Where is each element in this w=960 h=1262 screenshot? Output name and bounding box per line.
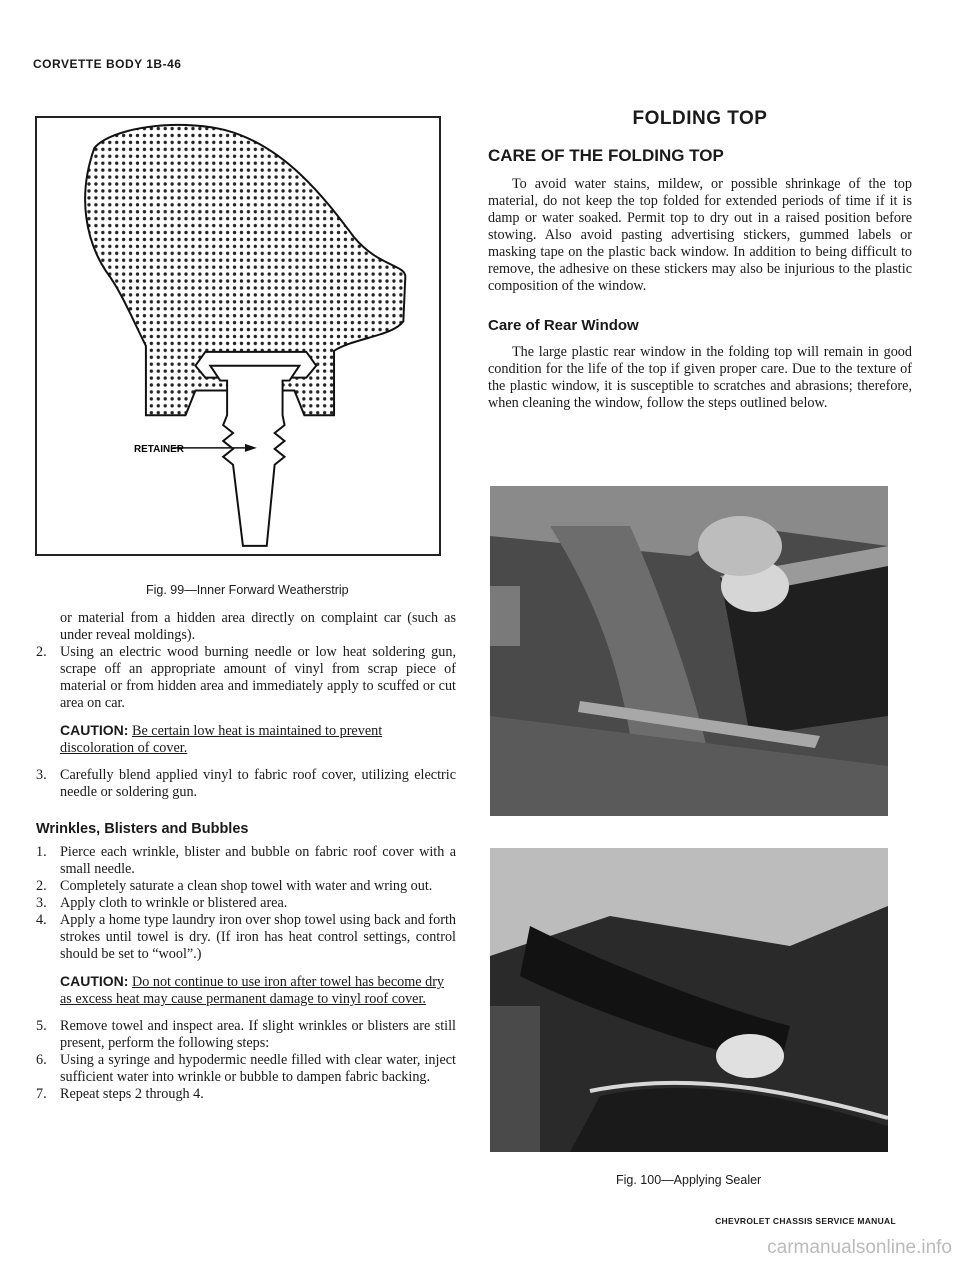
list-text: Apply a home type laundry iron over shop towel using back and forth strokes until towel is dry. (If iron has heat control settings, control should be set to “wool”.): [60, 912, 456, 962]
list-item: [36, 1086, 456, 1103]
list-number: 4.: [36, 912, 47, 928]
intro-paragraph: or material from a hidden area directly on complaint car (such as under reveal moldings).: [60, 610, 456, 643]
rear-window-paragraph: The large plastic rear window in the folding top will remain in good condition for the life of the top if given proper care. Due to the texture of the plastic window, it is susceptible to scratches and abrasions; therefore, when cleaning the window, follow the steps outlined below.: [488, 344, 912, 411]
list-text: Using an electric wood burning needle or low heat soldering gun, scrape off an appropriate amount of vinyl from scrap piece of material or from hidden area and immediately apply to scuffed or cut area on car.: [60, 644, 456, 711]
caution-note: [36, 722, 456, 757]
list-text: Apply cloth to wrinkle or blistered area.: [60, 895, 288, 911]
upper-photo: [490, 486, 888, 816]
left-column: [36, 610, 456, 1103]
list-number: 2.: [36, 878, 47, 894]
section-subtitle: CARE OF THE FOLDING TOP: [488, 146, 724, 165]
list-number: 6.: [36, 1052, 47, 1068]
retainer-clip: [210, 366, 299, 546]
figure-100-caption: Fig. 100—Applying Sealer: [616, 1173, 762, 1187]
caution-text: Be certain low heat is maintained to prevent discoloration of cover.: [60, 723, 383, 756]
list-text: Remove towel and inspect area. If slight wrinkles or blisters are still present, perform the following steps:: [60, 1018, 456, 1051]
caution-text: Do not continue to use iron after towel has become dry as excess heat may cause permanent damage to vinyl roof cover.: [60, 974, 445, 1007]
list-number: 3.: [36, 767, 47, 783]
section-heading: Wrinkles, Blisters and Bubbles: [36, 821, 249, 837]
figure-100-photo: [490, 486, 888, 1152]
page-footer: CHEVROLET CHASSIS SERVICE MANUAL: [715, 1216, 896, 1226]
list-text: Using a syringe and hypodermic needle filled with clear water, inject sufficient water into wrinkle or bubble to dampen fabric backing.: [60, 1052, 456, 1085]
list-item: [36, 912, 456, 963]
list-number: 5.: [36, 1018, 47, 1034]
figure-99-weatherstrip-diagram: [35, 116, 441, 556]
list-item: [36, 1018, 456, 1052]
right-column: [488, 110, 912, 412]
subsection-heading: Care of Rear Window: [488, 317, 639, 334]
list-item: [36, 878, 456, 895]
page-header: CORVETTE BODY 1B-46: [33, 57, 182, 71]
list-number: 7.: [36, 1086, 47, 1102]
list-number: 3.: [36, 895, 47, 911]
lower-photo: [490, 848, 888, 1152]
caution-label: CAUTION:: [60, 973, 129, 989]
list-number: 2.: [36, 644, 47, 660]
list-item: [36, 844, 456, 878]
list-text: Pierce each wrinkle, blister and bubble on fabric roof cover with a small needle.: [60, 844, 456, 877]
list-number: 1.: [36, 844, 47, 860]
list-item: [36, 644, 456, 712]
section-title: FOLDING TOP: [632, 108, 768, 129]
figure-99-caption: Fig. 99—Inner Forward Weatherstrip: [146, 583, 349, 597]
caution-label: CAUTION:: [60, 722, 129, 738]
caution-note: [36, 973, 456, 1008]
list-text: Repeat steps 2 through 4.: [60, 1086, 204, 1102]
list-item: [36, 895, 456, 912]
list-text: Carefully blend applied vinyl to fabric roof cover, utilizing electric needle or soldering gun.: [60, 767, 456, 800]
list-item: [36, 1052, 456, 1086]
list-item: [36, 767, 456, 801]
retainer-label: RETAINER: [134, 443, 184, 455]
care-paragraph: To avoid water stains, mildew, or possible shrinkage of the top material, do not keep the top folded for extended periods of time if it is damp or water soaked. Permit top to dry out in a raised position before stowing. Also avoid pasting advertising stickers, gummed labels or masking tape on the plastic back window. In addition to being difficult to remove, the adhesive on these stickers may also be injurious to the plastic composition of the window.: [488, 176, 912, 294]
list-text: Completely saturate a clean shop towel with water and wring out.: [60, 878, 433, 894]
watermark: carmanualsonline.info: [767, 1237, 952, 1258]
